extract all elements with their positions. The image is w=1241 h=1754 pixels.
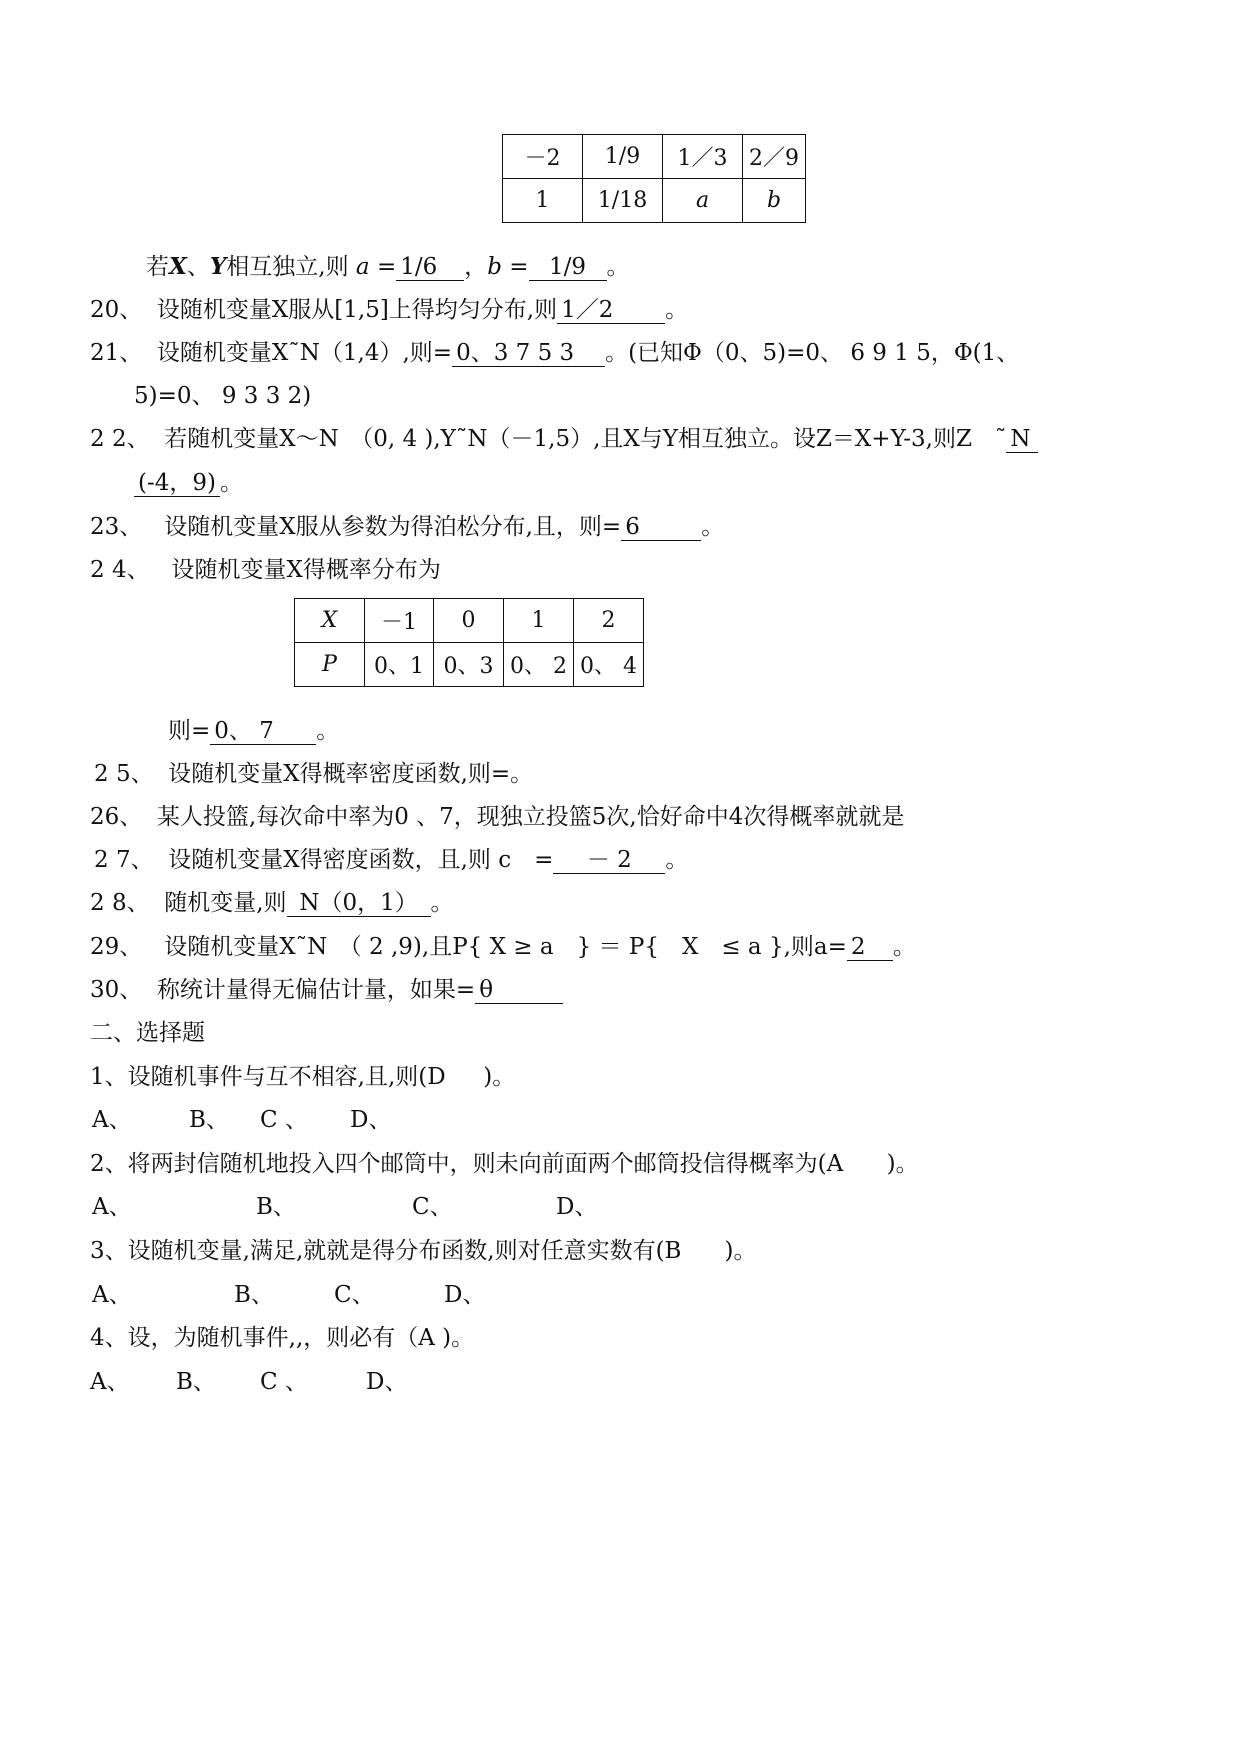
question-text: 1、设随机事件与互不相容,且,则( (90, 1064, 428, 1090)
table-cell: X (295, 599, 365, 643)
option-a: A、 (92, 1194, 132, 1220)
text: = (376, 254, 397, 280)
question-number: 2 2、 (90, 426, 150, 452)
answer-blank: 0、3 7 5 3 (452, 340, 605, 367)
joint-distribution-table (502, 134, 806, 223)
var-b: b (487, 254, 502, 280)
text: ， (464, 254, 488, 280)
question-22 (90, 424, 1038, 454)
question-24-answer (168, 716, 339, 746)
option-a: A、 (92, 1107, 132, 1133)
text: 、 (186, 254, 210, 280)
table-cell: 1 (503, 179, 583, 223)
table-cell: P (295, 643, 365, 687)
text: 。 (665, 297, 689, 323)
option-c: C 、 (260, 1369, 308, 1395)
question-number: 23、 (90, 514, 143, 540)
text: 。 (219, 470, 243, 496)
question-text: 3、设随机变量,满足,就就是得分布函数,则对任意实数有( (90, 1238, 665, 1264)
table-cell: 1/18 (583, 179, 663, 223)
option-b: B、 (234, 1282, 274, 1308)
text: 。(已知Φ（0、5)=0、 6 9 1 5，Φ(1、 (605, 340, 1020, 366)
option-a: A、 (90, 1369, 130, 1395)
option-d: D、 (350, 1107, 392, 1133)
probability-distribution-table (294, 598, 644, 687)
table-row (503, 179, 806, 223)
choice-question-3 (90, 1236, 757, 1266)
option-b: B、 (256, 1194, 296, 1220)
question-text: 设随机变量X得密度函数，且,则 c = (168, 847, 554, 873)
table-cell: 1／3 (663, 135, 743, 179)
answer-blank: 1/6 (396, 254, 464, 281)
question-text: 设随机变量X服从[1,5]上得均匀分布,则 (156, 297, 558, 323)
question-19-answer-line (146, 252, 630, 282)
answer-blank: 2 (847, 934, 893, 961)
question-text: 设随机变量X得概率分布为 (171, 557, 441, 583)
question-text: 随机变量,则 (164, 890, 287, 916)
choice-question-2 (90, 1149, 919, 1179)
question-text: 设随机变量X˜N（1,4）,则= (156, 340, 453, 366)
question-30 (90, 975, 563, 1005)
text: 。 (316, 718, 340, 744)
question-number: 29、 (90, 934, 143, 960)
var-x: X (169, 253, 187, 280)
question-25 (94, 759, 533, 789)
table-cell: 0、 2 (504, 643, 574, 687)
answer-text: B (664, 1238, 682, 1264)
question-text: 设随机变量X服从参数为得泊松分布,且，则= (164, 514, 622, 540)
option-d: D、 (366, 1369, 408, 1395)
question-21 (90, 338, 1019, 368)
text: 相互独立,则 (226, 254, 349, 280)
table-cell: －2 (503, 135, 583, 179)
question-number: 20、 (90, 297, 143, 323)
text: )。 (483, 1064, 516, 1090)
table-row (503, 135, 806, 179)
text: 若 (146, 254, 169, 280)
question-23 (90, 512, 724, 542)
var-y: Y (209, 253, 227, 280)
answer-blank: 0、 7 (210, 718, 316, 745)
table-cell: 0、1 (365, 643, 434, 687)
answer-blank: θ (475, 977, 563, 1004)
question-text: 设随机变量X˜N （ 2 ,9),且P{ X ≥ a } ＝ P{ X ≤ a },则a= (164, 934, 847, 960)
table-cell: 2／9 (743, 135, 806, 179)
option-d: D、 (556, 1194, 598, 1220)
text: 。 (665, 847, 689, 873)
option-c: C、 (412, 1194, 453, 1220)
question-number: 2 4、 (90, 557, 150, 583)
question-number: 26、 (90, 804, 143, 830)
option-c: C、 (334, 1282, 375, 1308)
answer-blank: N (1006, 426, 1038, 453)
option-d: D、 (444, 1282, 486, 1308)
question-text: 若随机变量X～N （0, 4 ),Y˜N（－1,5）,且X与Y相互独立。设Z＝X+Y-3,则Z ˜ (164, 426, 1007, 452)
option-b: B、 (176, 1369, 216, 1395)
choice-question-4 (90, 1323, 474, 1353)
answer-blank: 6 (621, 514, 701, 541)
answer-blank: 1/9 (529, 254, 607, 281)
text: 。 (701, 514, 725, 540)
question-number: 2 8、 (90, 890, 150, 916)
answer-blank: (-4，9) (134, 470, 220, 497)
question-26 (90, 802, 904, 832)
option-b: B、 (189, 1107, 229, 1133)
table-cell: b (743, 179, 806, 223)
var-a: a (355, 254, 370, 280)
question-21-line2: 5)=0、 9 3 3 2) (134, 383, 312, 409)
question-number: 21、 (90, 340, 143, 366)
question-number: 30、 (90, 977, 143, 1003)
text: 。 (606, 254, 630, 280)
question-29 (90, 932, 916, 962)
question-28 (90, 888, 454, 918)
table-cell: 0、3 (434, 643, 504, 687)
table-cell: 1 (504, 599, 574, 643)
question-22-line2 (134, 468, 243, 498)
table-cell: 0、 4 (574, 643, 644, 687)
question-number: 2 5、 (94, 761, 154, 787)
option-a: A、 (92, 1282, 132, 1308)
answer-text: A (826, 1151, 844, 1177)
answer-blank: 1／2 (557, 297, 665, 324)
question-text: 称统计量得无偏估计量，如果= (156, 977, 476, 1003)
option-c: C 、 (260, 1107, 308, 1133)
table-row (295, 599, 644, 643)
question-number: 2 7、 (94, 847, 154, 873)
answer-text: D (427, 1064, 446, 1090)
section-heading: 二、选择题 (90, 1020, 205, 1046)
text: 。 (892, 934, 916, 960)
question-text: 设随机变量X得概率密度函数,则=。 (168, 761, 534, 787)
text: )。 (886, 1151, 919, 1177)
question-24 (90, 555, 441, 585)
table-cell: －1 (365, 599, 434, 643)
table-row (295, 643, 644, 687)
table-cell: 0 (434, 599, 504, 643)
question-text: 2、将两封信随机地投入四个邮筒中，则未向前面两个邮筒投信得概率为( (90, 1151, 827, 1177)
question-20 (90, 295, 688, 325)
text: 。 (430, 890, 454, 916)
table-cell: 1/9 (583, 135, 663, 179)
text: = (509, 254, 529, 280)
question-27 (94, 845, 688, 875)
table-cell: 2 (574, 599, 644, 643)
question-text: 某人投篮,每次命中率为0 、7，现独立投篮5次,恰好命中4次得概率就就是 (156, 804, 905, 830)
text: )。 (724, 1238, 757, 1264)
choice-question-1 (90, 1062, 515, 1092)
answer-blank: N（0，1） (287, 890, 431, 917)
question-text: 4、设，为随机事件,,，则必有（A )。 (90, 1325, 475, 1351)
answer-blank: － 2 (553, 847, 665, 874)
text: 则= (168, 718, 211, 744)
table-cell: a (663, 179, 743, 223)
